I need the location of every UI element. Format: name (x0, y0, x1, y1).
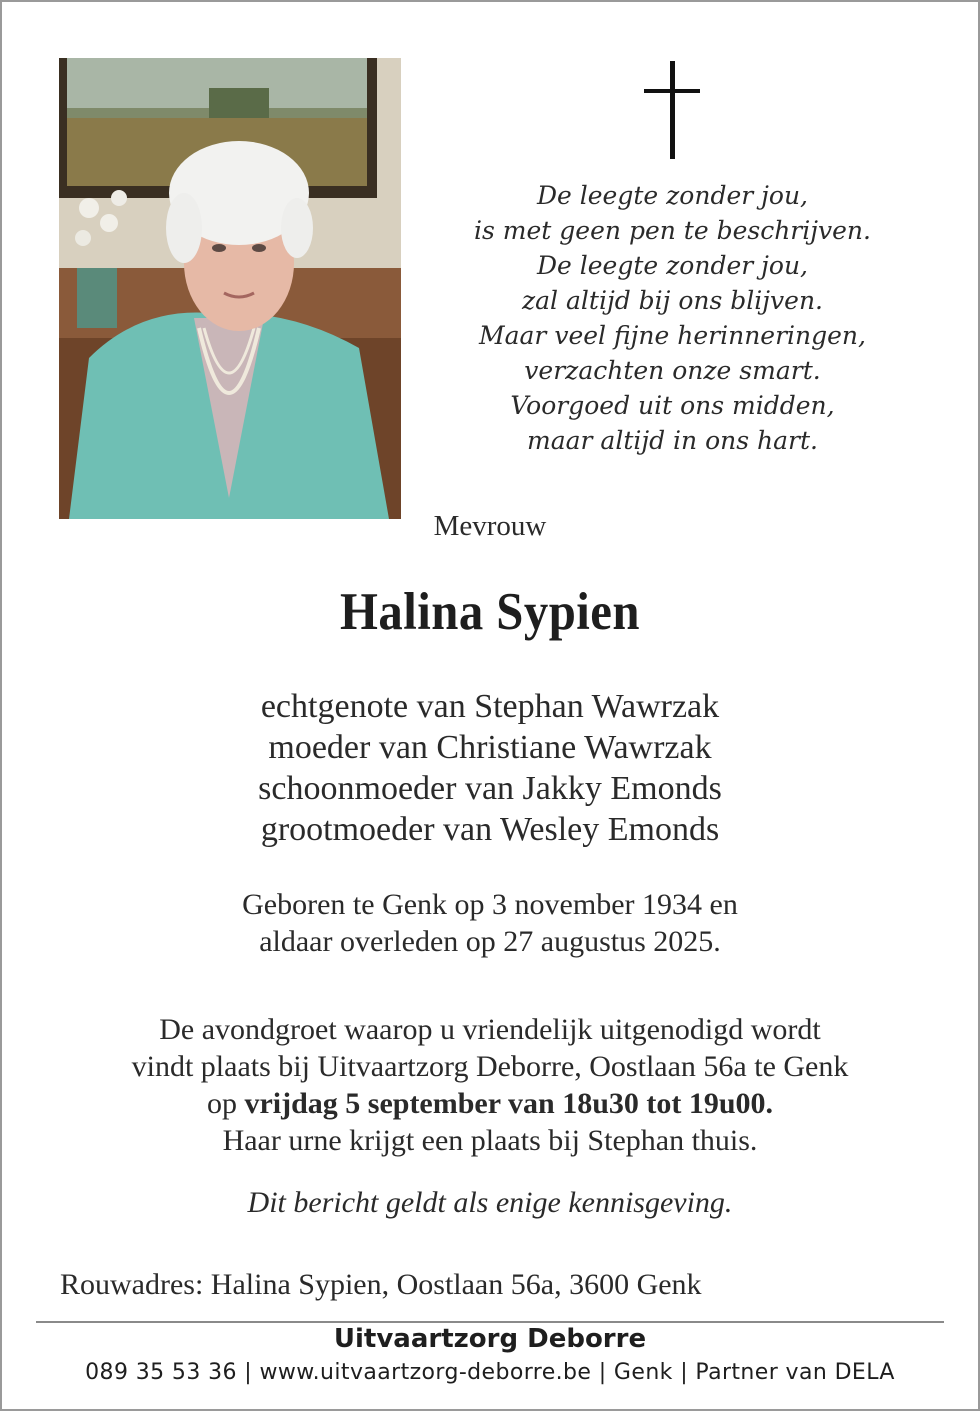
deceased-name: Halina Sypien (339, 583, 641, 641)
salutation: Mevrouw (433, 510, 547, 542)
notice-text: Dit bericht geldt als enige kennisgeving. (247, 1186, 733, 1219)
funeral-home-contact: 089 35 53 36 | www.uitvaartzorg-deborre.be | Genk | Partner van DELA (85, 1360, 895, 1385)
relation-line: schoonmoeder van Jakky Emonds (258, 770, 722, 807)
poem-line: Voorgoed uit ons midden, (510, 391, 835, 420)
birth-death-dates (0, 886, 980, 960)
memorial-poem (440, 178, 905, 458)
date-line: aldaar overleden op 27 augustus 2025. (259, 925, 721, 958)
portrait-photo (59, 58, 401, 519)
relation-line: moeder van Christiane Wawrzak (268, 729, 712, 766)
relation-line: echtgenote van Stephan Wawrzak (260, 688, 720, 725)
funeral-home-name: Uitvaartzorg Deborre (333, 1324, 647, 1354)
poem-line: is met geen pen te beschrijven. (474, 216, 871, 245)
poem-line: maar altijd in ons hart. (527, 426, 818, 455)
mourning-address: Rouwadres: Halina Sypien, Oostlaan 56a, 3600 Genk (60, 1268, 702, 1301)
service-line: vindt plaats bij Uitvaartzorg Deborre, Oostlaan 56a te Genk (131, 1050, 849, 1083)
poem-line: zal altijd bij ons blijven. (521, 286, 823, 315)
date-line: Geboren te Genk op 3 november 1934 en (242, 888, 738, 921)
poem-line: Maar veel fijne herinneringen, (479, 321, 866, 350)
poem-line: De leegte zonder jou, (536, 251, 809, 280)
poem-line: De leegte zonder jou, (536, 181, 809, 210)
poem-line: verzachten onze smart. (524, 356, 821, 385)
relations-list (0, 686, 980, 850)
footer-divider (36, 1321, 944, 1323)
cross-icon (640, 61, 704, 159)
service-date-time: vrijdag 5 september van 18u30 tot 19u00. (244, 1087, 774, 1120)
service-prefix: op (206, 1087, 245, 1120)
service-line (0, 1085, 980, 1122)
relation-line: grootmoeder van Wesley Emonds (260, 811, 720, 848)
service-line: De avondgroet waarop u vriendelijk uitgenodigd wordt (159, 1013, 821, 1046)
service-line: Haar urne krijgt een plaats bij Stephan thuis. (222, 1124, 758, 1157)
service-details (0, 1011, 980, 1159)
